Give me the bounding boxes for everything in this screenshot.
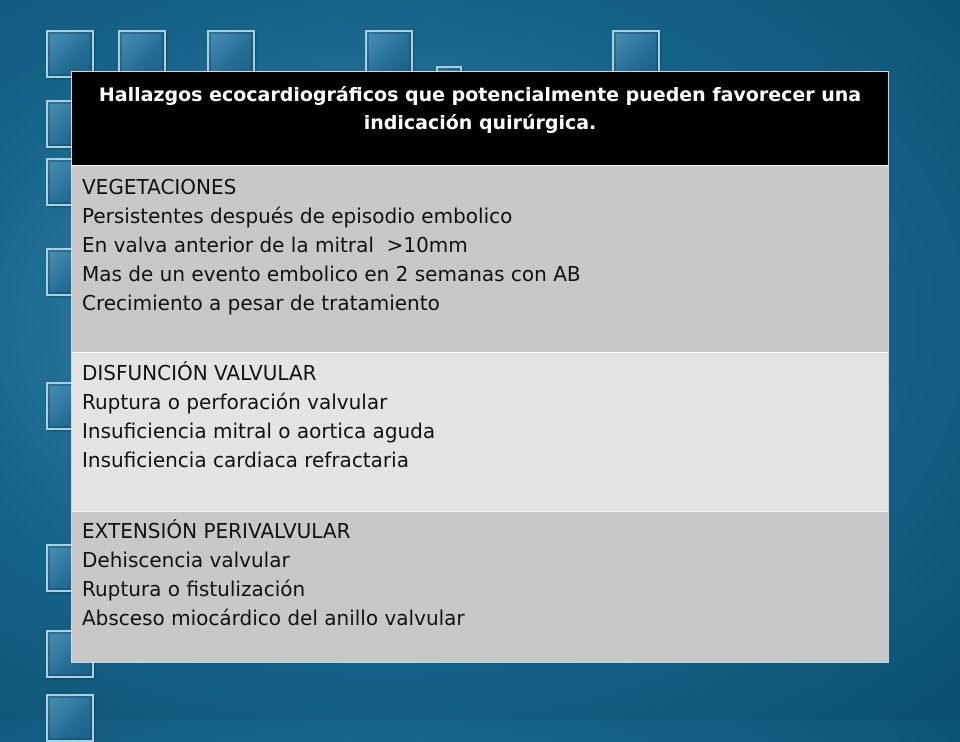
table-row-vegetaciones (72, 165, 888, 352)
section-item: Persistentes después de episodio embolico (82, 204, 513, 228)
table-header: Hallazgos ecocardiográficos que potencialmente pueden favorecer una indicación quirúrgica. (72, 72, 888, 165)
decorative-square (612, 30, 660, 78)
section-item: Crecimiento a pesar de tratamiento (82, 291, 440, 315)
findings-table (72, 72, 888, 662)
section-item: Insuficiencia mitral o aortica aguda (82, 419, 436, 443)
section-item: Absceso miocárdico del anillo valvular (82, 606, 465, 630)
table-row-disfuncion-valvular (72, 352, 888, 511)
decorative-square (46, 30, 94, 78)
section-item: En valva anterior de la mitral >10mm (82, 233, 468, 257)
section-item: Mas de un evento embolico en 2 semanas con AB (82, 262, 581, 286)
section-title: DISFUNCIÓN VALVULAR (82, 361, 317, 385)
decorative-square (207, 30, 255, 78)
section-item: Ruptura o fistulización (82, 577, 306, 601)
section-item: Insuficiencia cardiaca refractaria (82, 448, 409, 472)
table-row-extension-perivalvular (72, 511, 888, 662)
section-item: Ruptura o perforación valvular (82, 390, 388, 414)
decorative-square (118, 30, 166, 78)
decorative-square (365, 30, 413, 78)
decorative-square (46, 694, 94, 742)
section-title: VEGETACIONES (82, 175, 237, 199)
section-item: Dehiscencia valvular (82, 548, 290, 572)
section-title: EXTENSIÓN PERIVALVULAR (82, 519, 351, 543)
